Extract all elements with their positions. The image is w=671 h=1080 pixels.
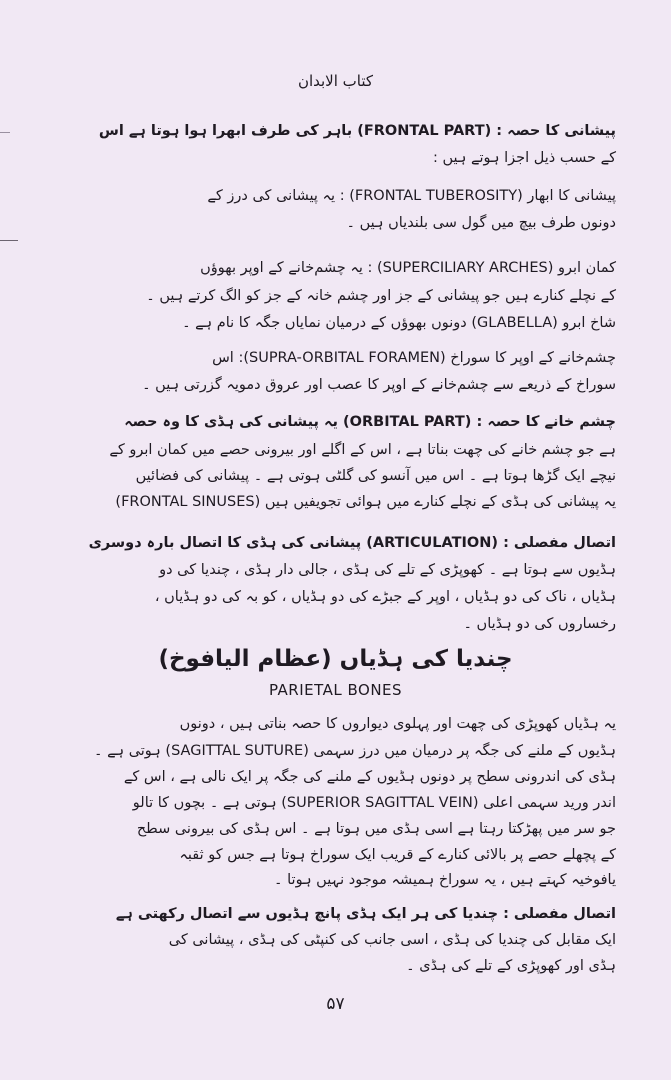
text-line: ہڈیوں کے ملنے کی جگہ پر درمیان میں درز سہمی (SAGITTAL SUTURE) ہوتی ہے ۔ — [93, 743, 616, 759]
text-line: کے حسب ذیل اجزا ہوتے ہیں : — [433, 150, 616, 166]
text-line: اتصال مفصلی : (ARTICULATION) پیشانی کی ہڈی کا اتصال بارہ دوسری — [88, 535, 616, 551]
text-line: چشم خانے کا حصہ : (ORBITAL PART) یہ پیشانی کی ہڈی کا وہ حصہ — [124, 414, 616, 430]
text-line: ہڈی اور کھوپڑی کے تلے کی ہڈی ۔ — [406, 958, 616, 974]
text-line: نیچے ایک گڑھا ہوتا ہے ۔ اس میں آنسو کی گلٹی ہوتی ہے ۔ پیشانی کی فضائیں — [135, 468, 616, 484]
text-line: چشم‌خانے کے اوپر کا سوراخ (SUPRA-ORBITAL FORAMEN): اس — [212, 350, 616, 366]
text-line: (FRONTAL SINUSES) یہ پیشانی کی ہڈی کے نچلے کنارے میں ہوائی تجویفیں ہیں — [115, 494, 616, 510]
text-line: ہڈیوں سے ہوتا ہے ۔ کھوپڑی کے تلے کی ہڈی ، جالی دار ہڈی ، چندیا کی دو — [159, 562, 616, 578]
text-line: کے پچھلے حصے پر بالائی کنارے کے قریب ایک سوراخ ہوتا ہے جس کو ثقبہ — [179, 847, 616, 863]
text-line: پیشانی کا ابھار (FRONTAL TUBEROSITY) : یہ پیشانی کی درز کے — [207, 188, 616, 204]
text-line: یہ ہڈیاں کھوپڑی کی چھت اور پہلوی دیواروں کا حصہ بناتی ہیں ، دونوں — [179, 716, 616, 732]
text-line: شاخ ابرو (GLABELLA) دونوں بھوؤں کے درمیان نمایاں جگہ کا نام ہے ۔ — [182, 315, 616, 331]
text-line: کے نچلے کنارے ہیں جو پیشانی کے جز اور چشم خانہ کے جز کو الگ کرتے ہیں ۔ — [146, 288, 616, 304]
text-line: کمان ابرو (SUPERCILIARY ARCHES) : یہ چشم‌خانے کے اوپر بھوؤں — [200, 260, 616, 276]
text-line: اندر ورید سہمی اعلی (SUPERIOR SAGITTAL VEIN) ہوتی ہے ۔ بچوں کا تالو — [132, 795, 616, 811]
text-line: ایک مقابل کی چندیا کی ہڈی ، اسی جانب کی کنپٹی کی ہڈی ، پیشانی کی — [168, 932, 616, 948]
section-heading-english: PARIETAL BONES — [268, 681, 403, 699]
margin-mark — [0, 132, 10, 133]
text-line: ہڈی کی اندرونی سطح پر دونوں ہڈیوں کے ملنے کی جگہ پر ایک نالی ہے ، اس کے — [123, 769, 616, 785]
section-heading-urdu: چندیا کی ہڈیاں (عظام الیافوخ) — [158, 646, 513, 672]
text-line: جو سر میں پھڑکتا رہتا ہے اسی ہڈی میں ہوتا ہے ۔ اس ہڈی کی بیرونی سطح — [136, 821, 616, 837]
text-line: پیشانی کا حصہ : (FRONTAL PART) باہر کی طرف ابھرا ہوا ہوتا ہے اس — [98, 123, 616, 139]
text-line: ہے جو چشم خانے کی چھت بناتا ہے ، اس کے اگلے اور بیرونی حصے میں کمان ابرو کے — [109, 442, 616, 458]
text-line: سوراخ کے ذریعے سے چشم‌خانے کے اوپر کا عصب اور عروق دمویہ گزرتی ہیں ۔ — [142, 377, 616, 393]
margin-mark — [0, 240, 18, 241]
page-header-title: کتاب الابدان — [297, 72, 374, 90]
text-line: ہڈیاں ، ناک کی دو ہڈیاں ، اوپر کے جبڑے کی دو ہڈیاں ، کو بہ کی دو ہڈیاں ، — [154, 589, 616, 605]
text-line: دونوں طرف بیچ میں گول سی بلندیاں ہیں ۔ — [346, 215, 616, 231]
text-line: یافوخیہ کہتے ہیں ، یہ سوراخ ہمیشہ موجود نہیں ہوتا ۔ — [274, 872, 616, 888]
text-line: اتصال مفصلی : چندیا کی ہر ایک ہڈی پانچ ہڈیوں سے اتصال رکھتی ہے — [115, 906, 616, 922]
text-line: رخساروں کی دو ہڈیاں ۔ — [463, 616, 616, 632]
page-number: ۵۷ — [326, 994, 345, 1014]
